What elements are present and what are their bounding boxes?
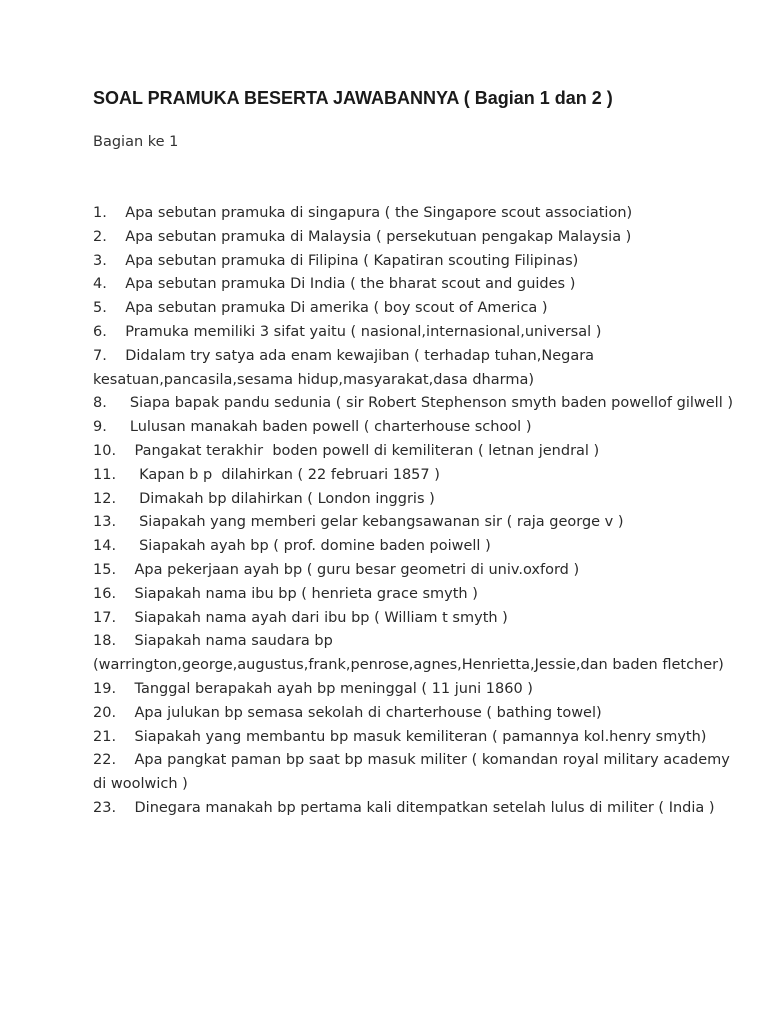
list-item: 8. Siapa bapak pandu sedunia ( sir Robert Stephenson smyth baden powellof gilwell ) bbox=[93, 395, 734, 412]
list-item: 3. Apa sebutan pramuka di Filipina ( Kapatiran scouting Filipinas) bbox=[93, 252, 579, 269]
list-item: 12. Dimakah bp dilahirkan ( London inggris ) bbox=[93, 490, 435, 507]
list-item: 16. Siapakah nama ibu bp ( henrieta grace smyth ) bbox=[93, 585, 478, 602]
list-item: 13. Siapakah yang memberi gelar kebangsawanan sir ( raja george v ) bbox=[93, 514, 624, 531]
list-item: 21. Siapakah yang membantu bp masuk kemiliteran ( pamannya kol.henry smyth) bbox=[93, 728, 707, 745]
list-item: 20. Apa julukan bp semasa sekolah di charterhouse ( bathing towel) bbox=[93, 704, 602, 721]
list-item: 17. Siapakah nama ayah dari ibu bp ( William t smyth ) bbox=[93, 609, 508, 626]
list-item: 9. Lulusan manakah baden powell ( charterhouse school ) bbox=[93, 419, 532, 436]
list-item: 18. Siapakah nama saudara bp (warrington,george,augustus,frank,penrose,agnes,Henrietta,Jessie,dan baden fletcher) bbox=[93, 633, 724, 674]
list-item: 15. Apa pekerjaan ayah bp ( guru besar geometri di univ.oxford ) bbox=[93, 561, 580, 578]
section-heading: Bagian ke 1 bbox=[93, 134, 179, 150]
list-item: 2. Apa sebutan pramuka di Malaysia ( persekutuan pengakap Malaysia ) bbox=[93, 228, 632, 245]
list-item: 7. Didalam try satya ada enam kewajiban ( terhadap tuhan,Negara kesatuan,pancasila,sesama hidup,masyarakat,dasa dharma) bbox=[93, 347, 599, 388]
question-list bbox=[93, 202, 733, 821]
document-title: SOAL PRAMUKA BESERTA JAWABANNYA ( Bagian 1 dan 2 ) bbox=[93, 88, 613, 108]
list-item: 23. Dinegara manakah bp pertama kali ditempatkan setelah lulus di militer ( India ) bbox=[93, 799, 715, 816]
list-item: 6. Pramuka memiliki 3 sifat yaitu ( nasional,internasional,universal ) bbox=[93, 323, 602, 340]
list-item: 5. Apa sebutan pramuka Di amerika ( boy scout of America ) bbox=[93, 300, 548, 317]
list-item: 10. Pangakat terakhir boden powell di kemiliteran ( letnan jendral ) bbox=[93, 442, 600, 459]
list-item: 19. Tanggal berapakah ayah bp meninggal ( 11 juni 1860 ) bbox=[93, 680, 533, 697]
list-item: 22. Apa pangkat paman bp saat bp masuk militer ( komandan royal military academy di woolwich ) bbox=[93, 752, 735, 793]
list-item: 11. Kapan b p dilahirkan ( 22 februari 1857 ) bbox=[93, 466, 440, 483]
list-item: 14. Siapakah ayah bp ( prof. domine baden poiwell ) bbox=[93, 538, 491, 555]
list-item: 1. Apa sebutan pramuka di singapura ( the Singapore scout association) bbox=[93, 205, 633, 221]
list-item: 4. Apa sebutan pramuka Di India ( the bharat scout and guides ) bbox=[93, 276, 576, 293]
